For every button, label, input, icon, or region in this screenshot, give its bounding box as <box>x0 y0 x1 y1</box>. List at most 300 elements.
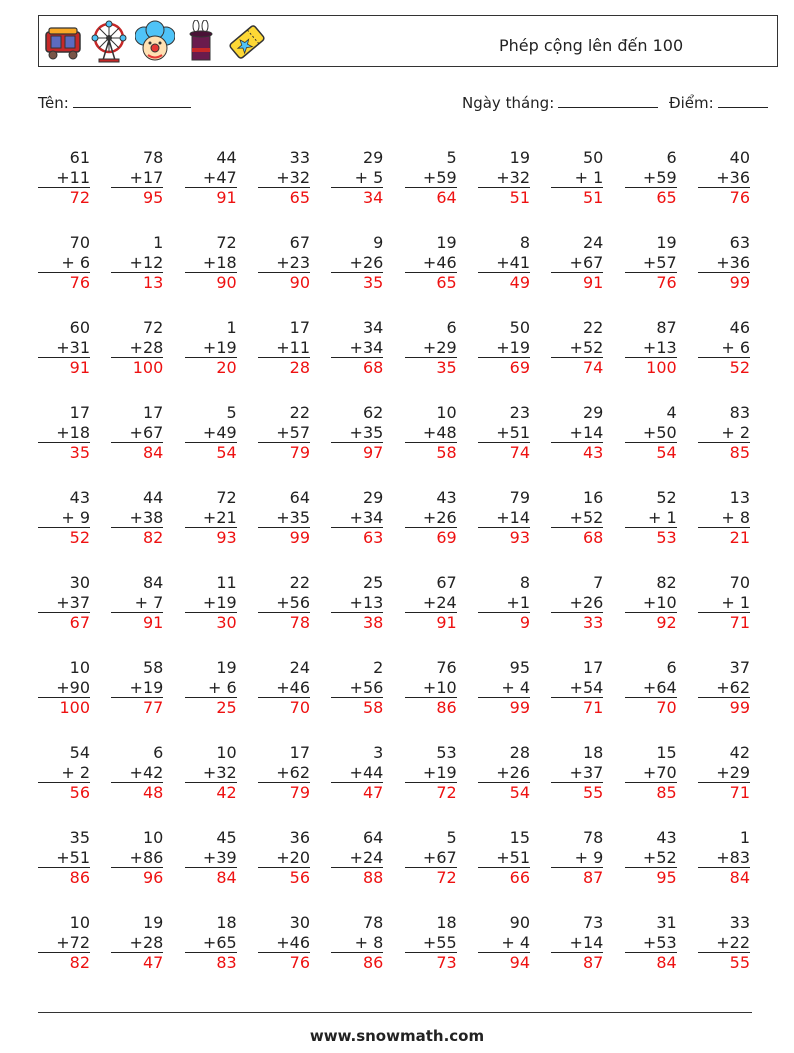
addend-top: 29 <box>362 488 384 507</box>
addend-top: 36 <box>289 828 310 847</box>
addend-bottom: +11 <box>38 168 90 189</box>
addition-problem <box>331 658 383 718</box>
footer-site: www.snowmath.com <box>309 1027 485 1045</box>
answer: 56 <box>69 783 90 802</box>
answer: 68 <box>362 358 384 377</box>
addition-problem <box>551 233 603 293</box>
answer: 87 <box>582 953 604 972</box>
addend-bottom: +50 <box>625 423 677 444</box>
addend-bottom: +35 <box>331 423 383 444</box>
addend-bottom: +14 <box>551 933 603 954</box>
addend-top: 4 <box>666 403 677 422</box>
addend-top: 19 <box>656 233 677 252</box>
answer: 25 <box>216 698 237 717</box>
addend-bottom: +35 <box>258 508 310 529</box>
addend-top: 24 <box>289 658 310 677</box>
addend-bottom: + 6 <box>38 253 90 274</box>
addition-problem <box>111 913 163 973</box>
addend-bottom: +26 <box>405 508 457 529</box>
answer: 86 <box>362 953 384 972</box>
addend-top: 5 <box>446 148 457 167</box>
answer: 90 <box>216 273 237 292</box>
answer: 38 <box>362 613 384 632</box>
answer: 71 <box>582 698 604 717</box>
addend-bottom: +36 <box>698 253 750 274</box>
addition-problem <box>551 573 603 633</box>
addend-top: 24 <box>582 233 604 252</box>
addition-problem <box>185 318 237 378</box>
addend-bottom: +64 <box>625 678 677 699</box>
answer: 77 <box>142 698 164 717</box>
addend-bottom: +24 <box>331 848 383 869</box>
answer: 54 <box>656 443 677 462</box>
addend-bottom: + 8 <box>698 508 750 529</box>
addend-bottom: +32 <box>185 763 237 784</box>
answer: 35 <box>69 443 90 462</box>
addend-top: 17 <box>289 743 310 762</box>
icon-strip <box>43 20 267 64</box>
addend-top: 50 <box>509 318 530 337</box>
addend-top: 78 <box>582 828 604 847</box>
addend-bottom: +26 <box>478 763 530 784</box>
addition-problem <box>185 148 237 208</box>
addend-top: 17 <box>582 658 604 677</box>
answer: 86 <box>69 868 90 887</box>
addend-bottom: +19 <box>478 338 530 359</box>
addition-problem <box>405 743 457 803</box>
date-blank[interactable] <box>558 93 658 108</box>
worksheet-title: Phép cộng lên đến 100 <box>499 36 684 55</box>
answer: 91 <box>436 613 457 632</box>
addition-problem <box>38 913 90 973</box>
addend-top: 83 <box>729 403 750 422</box>
addend-top: 84 <box>142 573 164 592</box>
answer: 84 <box>142 443 164 462</box>
addend-top: 10 <box>142 828 164 847</box>
addend-top: 17 <box>69 403 90 422</box>
addend-bottom: +28 <box>111 338 163 359</box>
answer: 52 <box>729 358 750 377</box>
addend-bottom: +41 <box>478 253 530 274</box>
addend-top: 7 <box>593 573 604 592</box>
addend-bottom: + 2 <box>698 423 750 444</box>
addend-bottom: +32 <box>478 168 530 189</box>
addend-top: 22 <box>289 573 310 592</box>
answer: 54 <box>509 783 530 802</box>
name-field <box>38 93 191 112</box>
answer: 76 <box>656 273 677 292</box>
answer: 55 <box>582 783 604 802</box>
addend-top: 78 <box>362 913 384 932</box>
addend-top: 22 <box>582 318 604 337</box>
magic-hat-icon <box>181 20 221 64</box>
addend-bottom: +32 <box>258 168 310 189</box>
addend-bottom: +36 <box>698 168 750 189</box>
addition-problem <box>405 488 457 548</box>
answer: 69 <box>509 358 530 377</box>
addend-top: 73 <box>582 913 604 932</box>
addend-bottom: +53 <box>625 933 677 954</box>
addition-problem <box>258 233 310 293</box>
addend-bottom: + 9 <box>551 848 603 869</box>
addition-problem <box>111 403 163 463</box>
addition-problem <box>331 913 383 973</box>
addend-top: 17 <box>289 318 310 337</box>
addend-top: 87 <box>656 318 677 337</box>
addend-top: 40 <box>729 148 750 167</box>
addend-top: 60 <box>69 318 90 337</box>
addend-top: 19 <box>436 233 457 252</box>
answer: 86 <box>436 698 457 717</box>
addition-problem <box>478 488 530 548</box>
answer: 51 <box>509 188 530 207</box>
addend-top: 1 <box>739 828 750 847</box>
addend-top: 15 <box>656 743 677 762</box>
addition-problem <box>111 573 163 633</box>
addend-bottom: + 9 <box>38 508 90 529</box>
addition-problem <box>258 743 310 803</box>
addition-problem <box>405 658 457 718</box>
addend-bottom: +21 <box>185 508 237 529</box>
answer: 93 <box>509 528 530 547</box>
addend-top: 70 <box>729 573 750 592</box>
answer: 76 <box>289 953 310 972</box>
addition-problem <box>405 403 457 463</box>
addend-bottom: +26 <box>551 593 603 614</box>
addend-top: 30 <box>289 913 310 932</box>
addition-problem <box>405 828 457 888</box>
addend-top: 15 <box>509 828 530 847</box>
addition-problem <box>405 573 457 633</box>
addition-problem <box>551 488 603 548</box>
answer: 13 <box>142 273 164 292</box>
addend-bottom: +67 <box>405 848 457 869</box>
addition-problem <box>551 913 603 973</box>
name-blank[interactable] <box>73 93 191 108</box>
ticket-icon <box>227 20 267 64</box>
answer: 35 <box>436 358 457 377</box>
addend-top: 19 <box>142 913 164 932</box>
answer: 76 <box>69 273 90 292</box>
answer: 28 <box>289 358 310 377</box>
answer: 74 <box>582 358 604 377</box>
addition-problem <box>551 148 603 208</box>
addition-problem <box>698 318 750 378</box>
answer: 65 <box>656 188 677 207</box>
answer: 47 <box>142 953 164 972</box>
answer: 64 <box>436 188 457 207</box>
answer: 96 <box>142 868 164 887</box>
addition-problem <box>258 573 310 633</box>
addend-top: 30 <box>69 573 90 592</box>
addend-bottom: +49 <box>185 423 237 444</box>
date-label: Ngày tháng: <box>462 94 555 112</box>
addition-problem <box>185 658 237 718</box>
addition-problem <box>698 488 750 548</box>
addition-problem <box>625 658 677 718</box>
addition-problem <box>331 318 383 378</box>
answer: 90 <box>289 273 310 292</box>
addend-bottom: +19 <box>185 593 237 614</box>
answer: 70 <box>656 698 677 717</box>
addend-top: 72 <box>216 488 237 507</box>
score-field <box>669 93 768 112</box>
addend-bottom: +51 <box>478 423 530 444</box>
addend-top: 58 <box>142 658 164 677</box>
addend-bottom: +52 <box>551 338 603 359</box>
addend-top: 52 <box>656 488 677 507</box>
addend-top: 46 <box>729 318 750 337</box>
answer: 91 <box>582 273 604 292</box>
addend-top: 10 <box>216 743 237 762</box>
name-label: Tên: <box>38 94 69 112</box>
addend-bottom: +14 <box>478 508 530 529</box>
addition-problem <box>185 403 237 463</box>
addition-problem <box>625 403 677 463</box>
addition-problem <box>551 743 603 803</box>
answer: 85 <box>656 783 677 802</box>
addend-bottom: +67 <box>111 423 163 444</box>
answer: 70 <box>289 698 310 717</box>
addend-bottom: + 8 <box>331 933 383 954</box>
answer: 99 <box>509 698 530 717</box>
answer: 63 <box>362 528 384 547</box>
addition-problem <box>258 148 310 208</box>
answer: 20 <box>216 358 237 377</box>
addend-bottom: +19 <box>185 338 237 359</box>
addition-problem <box>551 318 603 378</box>
addition-problem <box>185 488 237 548</box>
addend-top: 25 <box>362 573 384 592</box>
answer: 100 <box>59 698 90 717</box>
addend-top: 95 <box>509 658 530 677</box>
answer: 84 <box>216 868 237 887</box>
addend-bottom: +56 <box>258 593 310 614</box>
addition-problem <box>111 488 163 548</box>
addend-top: 6 <box>666 658 677 677</box>
answer: 34 <box>362 188 384 207</box>
clown-icon <box>135 20 175 64</box>
addition-problem <box>405 913 457 973</box>
answer: 100 <box>132 358 164 377</box>
addend-bottom: +70 <box>625 763 677 784</box>
addition-problem <box>478 318 530 378</box>
addition-problem <box>38 658 90 718</box>
addend-bottom: +62 <box>258 763 310 784</box>
answer: 95 <box>656 868 677 887</box>
addition-problem <box>111 743 163 803</box>
answer: 91 <box>216 188 237 207</box>
addend-bottom: +65 <box>185 933 237 954</box>
addend-bottom: +13 <box>625 338 677 359</box>
addend-bottom: +52 <box>551 508 603 529</box>
addend-bottom: +37 <box>551 763 603 784</box>
addend-top: 72 <box>216 233 237 252</box>
answer: 87 <box>582 868 604 887</box>
addition-problem <box>625 488 677 548</box>
ferris-wheel-icon <box>89 20 129 64</box>
circus-wagon-icon <box>43 20 83 64</box>
answer: 66 <box>509 868 530 887</box>
addend-bottom: +48 <box>405 423 457 444</box>
answer: 94 <box>509 953 530 972</box>
addend-bottom: +31 <box>38 338 90 359</box>
addend-top: 6 <box>153 743 164 762</box>
answer: 52 <box>69 528 90 547</box>
score-blank[interactable] <box>718 93 768 108</box>
answer: 95 <box>142 188 164 207</box>
addend-bottom: + 4 <box>478 678 530 699</box>
addend-bottom: +57 <box>625 253 677 274</box>
addition-problem <box>258 658 310 718</box>
addend-bottom: +59 <box>625 168 677 189</box>
addition-problem <box>551 403 603 463</box>
addition-problem <box>478 913 530 973</box>
answer: 65 <box>289 188 310 207</box>
addition-problem <box>625 318 677 378</box>
addend-bottom: +67 <box>551 253 603 274</box>
addition-problem <box>185 573 237 633</box>
addend-bottom: +59 <box>405 168 457 189</box>
addend-top: 13 <box>729 488 750 507</box>
addend-bottom: + 1 <box>625 508 677 529</box>
addition-problem <box>258 913 310 973</box>
addition-problem <box>698 658 750 718</box>
addend-bottom: +34 <box>331 508 383 529</box>
addend-top: 43 <box>69 488 90 507</box>
addition-problem <box>258 403 310 463</box>
addend-top: 10 <box>436 403 457 422</box>
answer: 58 <box>436 443 457 462</box>
addition-problem <box>331 148 383 208</box>
addend-top: 67 <box>436 573 457 592</box>
addend-bottom: +52 <box>625 848 677 869</box>
addition-problem <box>698 403 750 463</box>
addend-bottom: +18 <box>185 253 237 274</box>
addition-problem <box>38 233 90 293</box>
addend-top: 42 <box>729 743 750 762</box>
answer: 93 <box>216 528 237 547</box>
addition-problem <box>185 233 237 293</box>
addend-top: 33 <box>729 913 750 932</box>
answer: 84 <box>729 868 750 887</box>
addition-problem <box>698 148 750 208</box>
answer: 88 <box>362 868 384 887</box>
addend-top: 19 <box>216 658 237 677</box>
header-box <box>38 15 778 67</box>
addition-problem <box>478 573 530 633</box>
answer: 9 <box>519 613 530 632</box>
addend-bottom: +13 <box>331 593 383 614</box>
addend-bottom: +19 <box>405 763 457 784</box>
addend-bottom: +24 <box>405 593 457 614</box>
answer: 30 <box>216 613 237 632</box>
footer-divider <box>38 1012 752 1013</box>
addition-problem <box>405 318 457 378</box>
answer: 71 <box>729 613 750 632</box>
addition-problem <box>698 913 750 973</box>
answer: 79 <box>289 443 310 462</box>
addend-top: 31 <box>656 913 677 932</box>
addend-bottom: +83 <box>698 848 750 869</box>
addend-top: 62 <box>362 403 384 422</box>
answer: 69 <box>436 528 457 547</box>
answer: 100 <box>646 358 677 377</box>
addend-bottom: + 6 <box>698 338 750 359</box>
addend-top: 37 <box>729 658 750 677</box>
addend-bottom: +18 <box>38 423 90 444</box>
addend-bottom: +46 <box>258 678 310 699</box>
score-label: Điểm: <box>669 94 714 112</box>
addend-top: 82 <box>656 573 677 592</box>
answer: 71 <box>729 783 750 802</box>
answer: 82 <box>142 528 164 547</box>
addend-top: 72 <box>142 318 164 337</box>
addition-problem <box>38 148 90 208</box>
answer: 74 <box>509 443 530 462</box>
addition-problem <box>478 403 530 463</box>
answer: 42 <box>216 783 237 802</box>
addend-bottom: +20 <box>258 848 310 869</box>
addend-bottom: + 1 <box>698 593 750 614</box>
answer: 78 <box>289 613 310 632</box>
addend-top: 44 <box>142 488 164 507</box>
addition-problem <box>38 828 90 888</box>
answer: 58 <box>362 698 384 717</box>
addend-bottom: +34 <box>331 338 383 359</box>
addend-top: 18 <box>582 743 604 762</box>
addend-bottom: +51 <box>478 848 530 869</box>
addition-problem <box>625 913 677 973</box>
answer: 72 <box>436 783 457 802</box>
addend-bottom: +28 <box>111 933 163 954</box>
addend-top: 19 <box>509 148 530 167</box>
answer: 43 <box>582 443 604 462</box>
answer: 21 <box>729 528 750 547</box>
addition-problem <box>551 828 603 888</box>
addition-problem <box>625 743 677 803</box>
addend-top: 3 <box>373 743 384 762</box>
addend-top: 79 <box>509 488 530 507</box>
answer: 84 <box>656 953 677 972</box>
addend-bottom: +19 <box>111 678 163 699</box>
addend-top: 67 <box>289 233 310 252</box>
addition-problem <box>258 488 310 548</box>
addend-top: 45 <box>216 828 237 847</box>
addition-problem <box>331 488 383 548</box>
addition-problem <box>478 148 530 208</box>
answer: 82 <box>69 953 90 972</box>
addend-bottom: +46 <box>405 253 457 274</box>
addend-top: 54 <box>69 743 90 762</box>
addition-problem <box>478 233 530 293</box>
answer: 85 <box>729 443 750 462</box>
addition-problem <box>478 658 530 718</box>
addend-bottom: + 6 <box>185 678 237 699</box>
addition-problem <box>111 658 163 718</box>
addition-problem <box>478 828 530 888</box>
addition-problem <box>698 573 750 633</box>
addend-top: 35 <box>69 828 90 847</box>
addend-top: 29 <box>362 148 384 167</box>
addend-top: 50 <box>582 148 604 167</box>
addition-problem <box>478 743 530 803</box>
addend-top: 63 <box>729 233 750 252</box>
answer: 55 <box>729 953 750 972</box>
answer: 91 <box>69 358 90 377</box>
addend-top: 78 <box>142 148 164 167</box>
answer: 35 <box>362 273 384 292</box>
